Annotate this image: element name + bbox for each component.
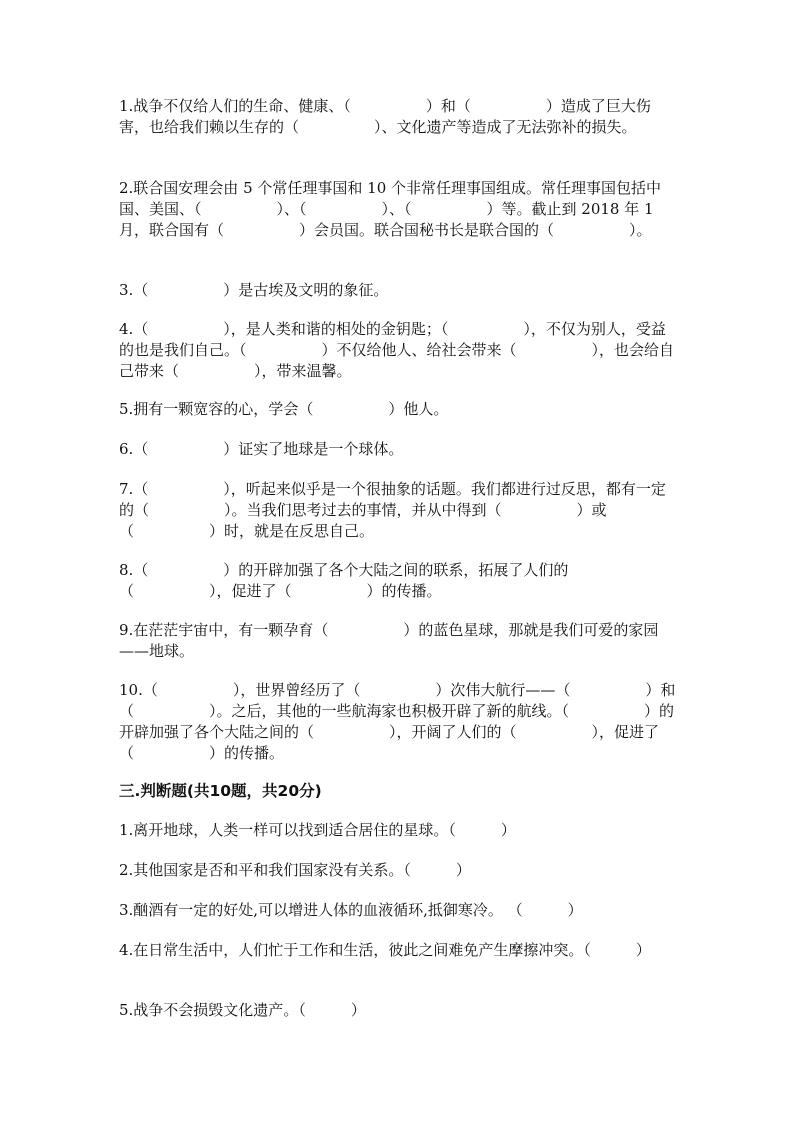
judgment-question-4: 4.在日常生活中，人们忙于工作和生活，彼此之间难免产生摩擦冲突。（ ） [119, 941, 651, 959]
fill-question-4: 4.（ ），是人类和谐的相处的金钥匙；（ ），不仅为别人，受益的也是我们自己。（ ）不仅给他人、给社会带来（ ），也会给自己带来（ ），带来温馨。 [119, 320, 675, 380]
fill-question-2: 2.联合国安理会由 5 个常任理事国和 10 个非常任理事国组成。常任理事国包括中国、美国、（ ）、（ ）、（ ）等。截止到 2018 年 1 月，联合国有（ ）会员国。联合国秘书长是联合国的（ ）。 [119, 179, 662, 239]
fill-question-10: 10.（ ），世界曾经历了（ ）次伟大航行——（ ）和（ ）。之后，其他的一些航海家也积极开辟了新的航线。（ ）的开辟加强了各个大陆之间的（ ），开阔了人们的（ ），促进了（ ）的传播。 [119, 681, 676, 762]
judgment-question-3: 3.酗酒有一定的好处,可以增进人体的血液循环,抵御寒冷。 （ ） [119, 901, 583, 919]
section-title-judgment: 三.判断题(共10题，共20分) [119, 782, 322, 800]
fill-question-5: 5.拥有一颗宽容的心，学会（ ）他人。 [119, 400, 449, 418]
fill-question-3: 3.（ ）是古埃及文明的象征。 [119, 281, 389, 299]
fill-question-7: 7.（ ），听起来似乎是一个很抽象的话题。我们都进行过反思，都有一定的（ ）。当我们思考过去的事情，并从中得到（ ）或（ ）时，就是在反思自己。 [119, 480, 666, 540]
judgment-question-5: 5.战争不会损毁文化遗产。（ ） [119, 1001, 366, 1019]
fill-question-9: 9.在茫茫宇宙中，有一颗孕育（ ）的蓝色星球，那就是我们可爱的家园——地球。 [119, 621, 659, 660]
fill-question-6: 6.（ ）证实了地球是一个球体。 [119, 440, 404, 458]
judgment-question-1: 1.离开地球，人类一样可以找到适合居住的星球。（ ） [119, 821, 516, 839]
judgment-question-2: 2.其他国家是否和平和我们国家没有关系。（ ） [119, 861, 471, 879]
fill-question-8: 8.（ ）的开辟加强了各个大陆之间的联系，拓展了人们的（ ），促进了（ ）的传播。 [119, 561, 569, 600]
fill-question-1: 1.战争不仅给人们的生命、健康、（ ）和（ ）造成了巨大伤害，也给我们赖以生存的（ ）、文化遗产等造成了无法弥补的损失。 [119, 97, 651, 136]
